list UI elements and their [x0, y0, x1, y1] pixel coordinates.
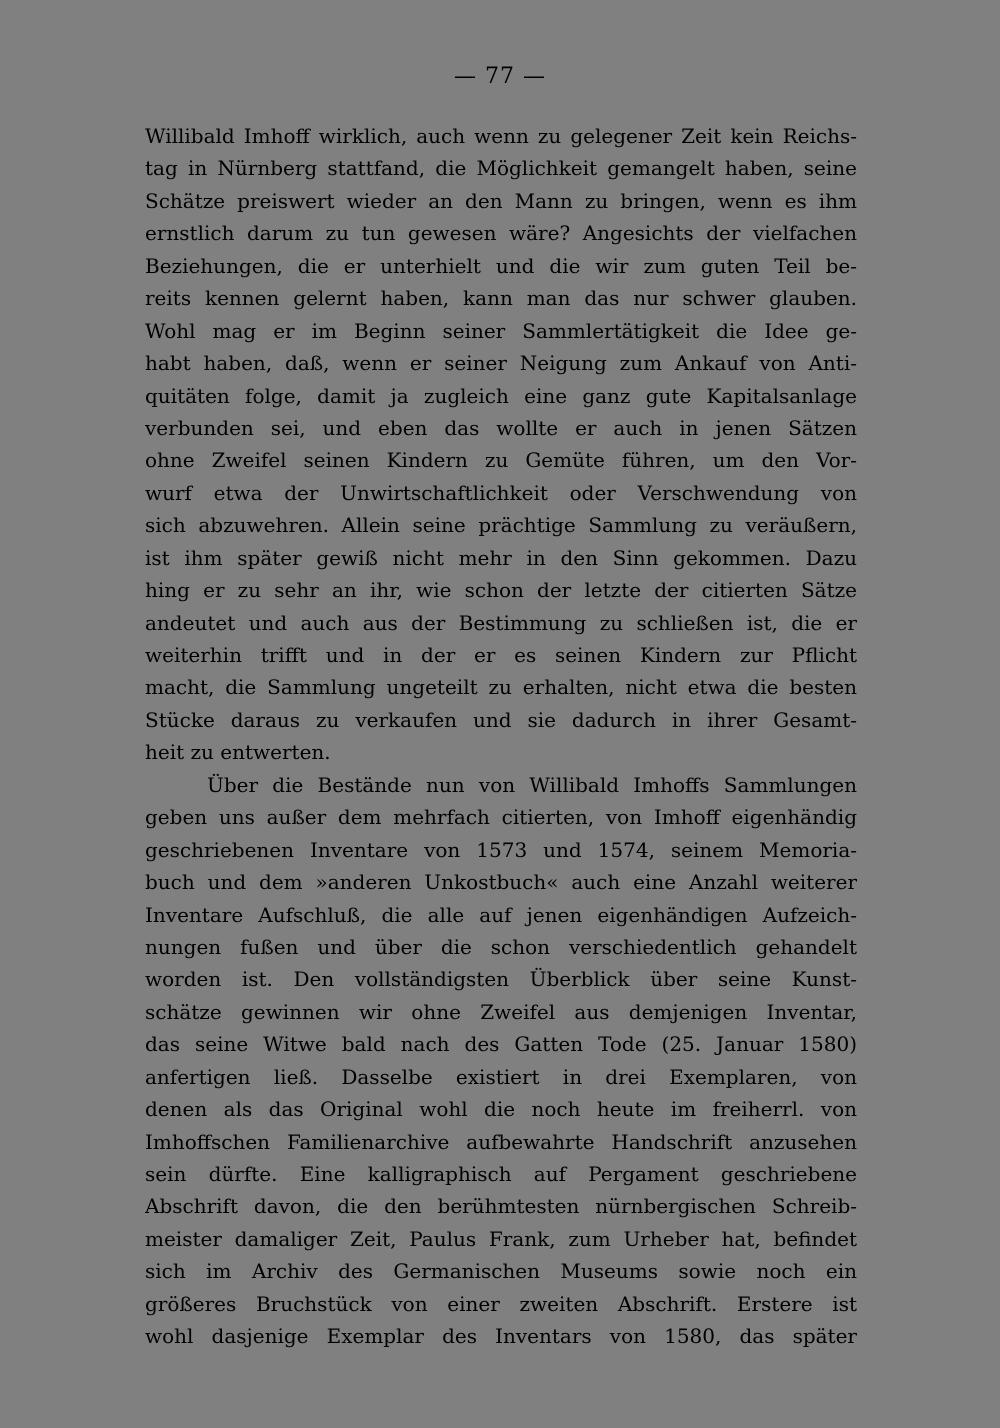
- text-line: reits kennen gelernt haben, kann man das nur schwer glauben.: [145, 286, 857, 311]
- text-line: Willibald Imhoff wirklich, auch wenn zu gelegener Zeit kein Reichs-: [145, 124, 857, 148]
- text-line: geben uns außer dem mehrfach citierten, von Imhoff eigenhändig: [145, 805, 857, 830]
- text-line: denen als das Original wohl die noch heute im freiherrl. von: [145, 1097, 857, 1122]
- text-line: heit zu entwerten.: [145, 740, 331, 765]
- text-line: Abschrift davon, die den berühmtesten nürnbergischen Schreib-: [145, 1194, 857, 1219]
- text-line: ohne Zweifel seinen Kindern zu Gemüte führen, um den Vor-: [145, 448, 857, 473]
- text-line: habt haben, daß, wenn er seiner Neigung zum Ankauf von Anti-: [145, 351, 857, 376]
- text-line: Stücke daraus zu verkaufen und sie dadurch in ihrer Gesamt-: [145, 707, 857, 732]
- text-line: sich abzuwehren. Allein seine prächtige Sammlung zu veräußern,: [145, 513, 857, 538]
- text-line: sein dürfte. Eine kalligraphisch auf Pergament geschriebene: [145, 1162, 857, 1186]
- text-line: wohl dasjenige Exemplar des Inventars von 1580, das später: [145, 1324, 857, 1349]
- text-line: wurf etwa der Unwirtschaftlichkeit oder Verschwendung von: [145, 480, 857, 505]
- text-line: meister damaliger Zeit, Paulus Frank, zum Urheber hat, befindet: [145, 1226, 857, 1251]
- text-line: buch und dem »anderen Unkostbuch« auch eine Anzahl weiterer: [145, 870, 857, 895]
- text-line: weiterhin trifft und in der er es seinen Kindern zur Pflicht: [145, 643, 857, 667]
- text-line: geschriebenen Inventare von 1573 und 1574, seinem Memoria-: [145, 837, 857, 862]
- text-line: quitäten folge, damit ja zugleich eine ganz gute Kapitalsanlage: [145, 383, 857, 408]
- text-line: andeutet und auch aus der Bestimmung zu schließen ist, die er: [145, 610, 857, 635]
- text-line: Schätze preiswert wieder an den Mann zu bringen, wenn es ihm: [145, 188, 857, 213]
- text-line: schätze gewinnen wir ohne Zweifel aus demjenigen Inventar,: [145, 999, 857, 1024]
- text-line: Über die Bestände nun von Willibald Imhoffs Sammlungen: [207, 772, 857, 797]
- text-line: größeres Bruchstück von einer zweiten Abschrift. Erstere ist: [145, 1291, 857, 1316]
- text-line: ist ihm später gewiß nicht mehr in den Sinn gekommen. Dazu: [145, 545, 857, 570]
- text-line: verbunden sei, und eben das wollte er auch in jenen Sätzen: [145, 415, 857, 440]
- text-line: das seine Witwe bald nach des Gatten Tode (25. Januar 1580): [145, 1032, 857, 1057]
- text-line: Imhoffschen Familienarchive aufbewahrte Handschrift anzusehen: [145, 1129, 857, 1154]
- text-line: tag in Nürnberg stattfand, die Möglichkeit gemangelt haben, seine: [145, 156, 857, 181]
- page-number: — 77 —: [454, 64, 546, 89]
- text-line: sich im Archiv des Germanischen Museums sowie noch ein: [145, 1259, 857, 1284]
- body-text: [145, 120, 857, 1353]
- text-line: Wohl mag er im Beginn seiner Sammlertätigkeit die Idee ge-: [145, 318, 857, 343]
- text-line: ernstlich darum zu tun gewesen wäre? Angesichts der vielfachen: [145, 221, 857, 246]
- text-line: nungen fußen und über die schon verschiedentlich gehandelt: [145, 934, 857, 959]
- text-line: worden ist. Den vollständigsten Überblick über seine Kunst-: [145, 967, 857, 992]
- text-line: Beziehungen, die er unterhielt und die wir zum guten Teil be-: [145, 253, 857, 278]
- text-line: hing er zu sehr an ihr, wie schon der letzte der citierten Sätze: [145, 578, 857, 603]
- text-line: Inventare Aufschluß, die alle auf jenen eigenhändigen Aufzeich-: [145, 902, 857, 927]
- text-line: macht, die Sammlung ungeteilt zu erhalten, nicht etwa die besten: [145, 675, 857, 700]
- text-line: anfertigen ließ. Dasselbe existiert in drei Exemplaren, von: [145, 1064, 857, 1089]
